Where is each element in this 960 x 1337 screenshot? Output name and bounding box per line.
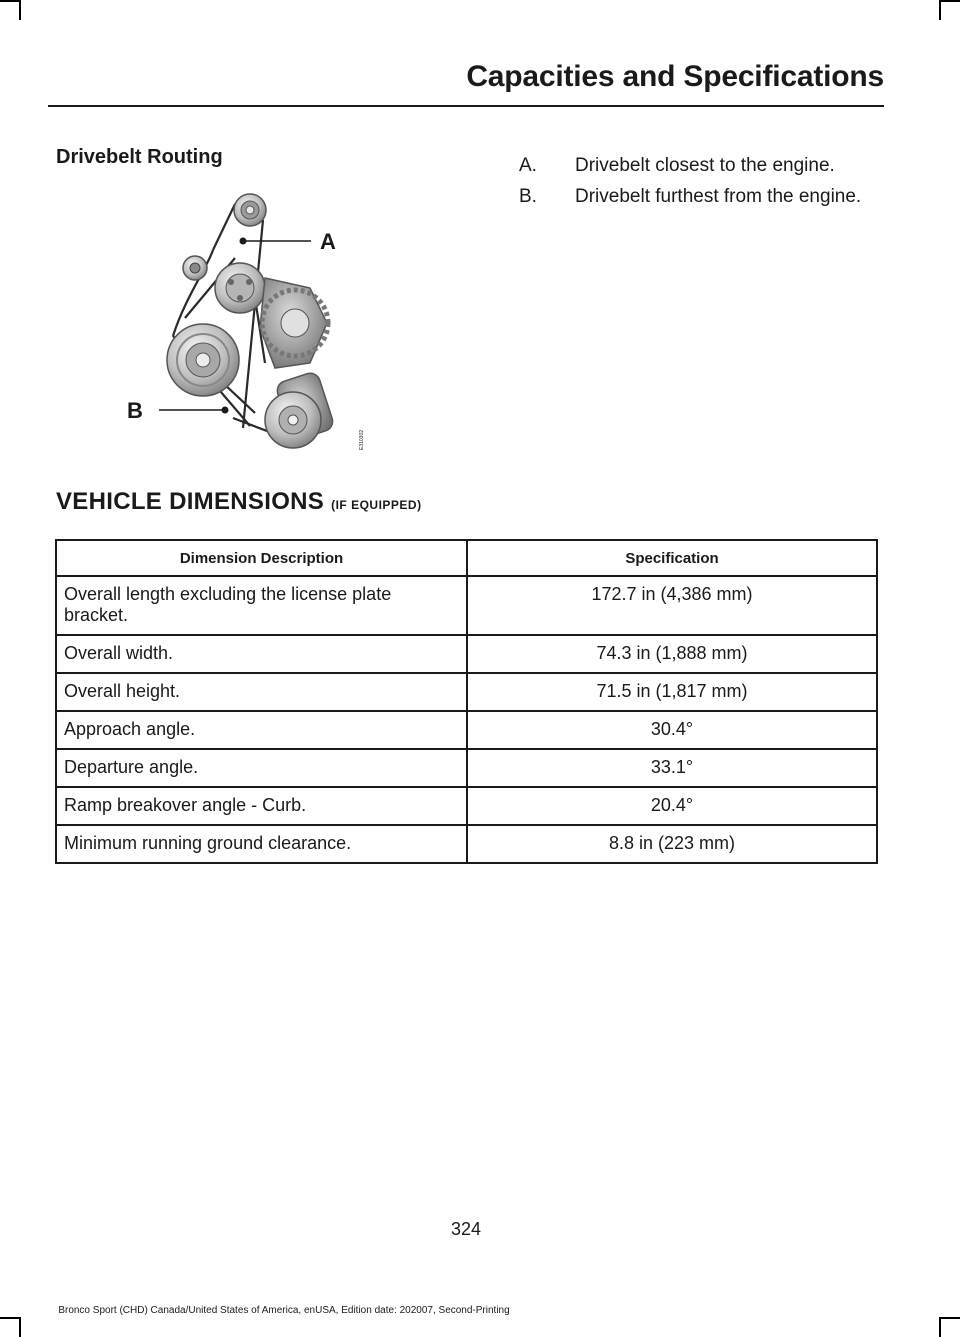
dimension-specification: 74.3 in (1,888 mm) [467, 635, 877, 673]
crop-mark [940, 1317, 960, 1319]
crop-mark [19, 0, 21, 20]
table-row [56, 749, 877, 787]
callout-leader-b [159, 407, 229, 414]
crop-mark [19, 1317, 21, 1337]
page-number: 324 [450, 1219, 482, 1239]
dimension-specification: 33.1° [467, 749, 877, 787]
dimension-specification: 172.7 in (4,386 mm) [467, 576, 877, 635]
vehicle-dimensions-heading [56, 488, 422, 516]
crop-mark [940, 0, 960, 2]
dimension-description: Approach angle. [56, 711, 467, 749]
idler-pulley-top [234, 194, 266, 226]
callout-text: Drivebelt closest to the engine. [575, 155, 835, 176]
callout-letter: B. [519, 186, 537, 207]
callout-item [519, 155, 879, 177]
table-row [56, 576, 877, 635]
callout-text: Drivebelt furthest from the engine. [575, 186, 862, 207]
drivebelt-diagram [115, 188, 375, 460]
table-row [56, 673, 877, 711]
dimension-specification: 71.5 in (1,817 mm) [467, 673, 877, 711]
crankshaft-pulley [167, 324, 239, 396]
callout-item [519, 186, 879, 208]
title-divider [48, 105, 884, 107]
callout-list [519, 155, 879, 217]
figure-label-b: B [127, 398, 143, 423]
crop-mark [0, 1317, 20, 1319]
drivebelt-heading: Drivebelt Routing [56, 146, 223, 168]
dimension-description: Overall height. [56, 673, 467, 711]
vehicle-dimensions-qualifier: (IF EQUIPPED) [331, 498, 422, 512]
column-header: Specification [467, 540, 877, 576]
table-row [56, 635, 877, 673]
table-row [56, 711, 877, 749]
dimension-specification: 30.4° [467, 711, 877, 749]
dimension-description: Overall width. [56, 635, 467, 673]
callout-letter: A. [519, 155, 537, 176]
dimension-specification: 8.8 in (223 mm) [467, 825, 877, 863]
dimension-description: Departure angle. [56, 749, 467, 787]
crop-mark [939, 0, 941, 20]
drivebelt-routing-figure [115, 188, 375, 460]
table-header-row [56, 540, 877, 576]
tensioner-pulley [183, 256, 207, 280]
dimension-description: Overall length excluding the license plate bracket. [56, 576, 467, 635]
alternator-pulley [215, 263, 265, 313]
page-title: Capacities and Specifications [466, 60, 884, 93]
column-header: Dimension Description [56, 540, 467, 576]
callout-leader-a [240, 238, 312, 245]
dimension-specification: 20.4° [467, 787, 877, 825]
table-row [56, 825, 877, 863]
figure-code: E310302 [359, 429, 365, 450]
table-row [56, 787, 877, 825]
gear-housing [260, 278, 328, 368]
edition-footer: Bronco Sport (CHD) Canada/United States of America, enUSA, Edition date: 202007, Second-Printing [58, 1305, 510, 1316]
dimension-description: Minimum running ground clearance. [56, 825, 467, 863]
vehicle-dimensions-title: VEHICLE DIMENSIONS [56, 488, 325, 515]
crop-mark [939, 1317, 941, 1337]
ac-compressor [265, 371, 335, 448]
crop-mark [0, 0, 20, 2]
vehicle-dimensions-table [55, 539, 878, 864]
figure-label-a: A [320, 229, 336, 254]
dimension-description: Ramp breakover angle - Curb. [56, 787, 467, 825]
